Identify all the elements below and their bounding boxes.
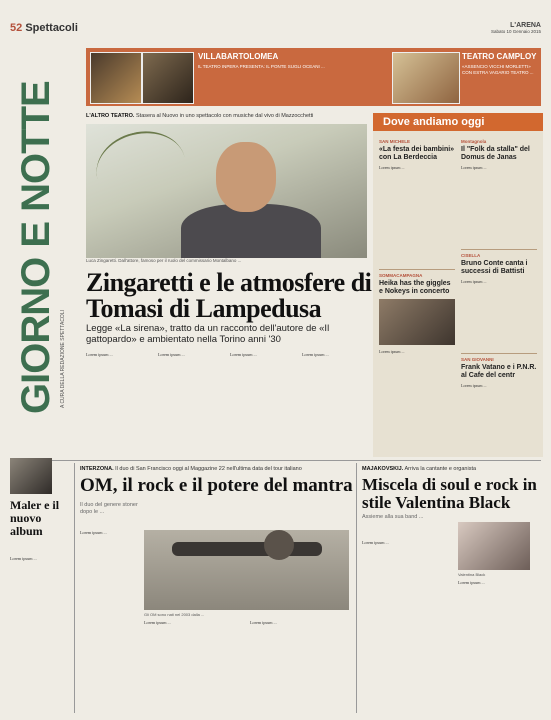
- vertical-credit: [60, 258, 68, 408]
- event-title: Bruno Conte canta i successi di Battisti: [461, 260, 528, 275]
- story2-kicker-text: Il duo di San Francisco oggi al Maggazine 22 nell'ultima data del tour italiano: [115, 466, 302, 472]
- story3-photo-caption: Valentina Black: [458, 572, 486, 577]
- photo-person-body: [181, 204, 321, 258]
- top-banner: [86, 48, 541, 106]
- event-title: Frank Vatano e i P.N.R. al Cafe del centr: [461, 364, 537, 379]
- photo-person-head: [216, 142, 276, 212]
- banner-photo-right: [392, 52, 460, 104]
- sidebar-divider: [379, 269, 455, 270]
- vertical-credit-text: A CURA DELLA REDAZIONE SPETTACOLI: [60, 310, 66, 408]
- vertical-title-a: GIORNO: [14, 257, 58, 414]
- story3-headline: Miscela di soul e rock in stile Valentina Black: [362, 475, 537, 512]
- section-vertical-title: [14, 81, 58, 414]
- banner-right-sub: «ASSENCIO VICCHI MORLETTI» CON ESTRA VAGARIO TEATRO ...: [462, 64, 534, 75]
- lead-kicker-text: Stasera al Nuovo in uno spettacolo con musiche dal vivo di Mazzocchetti: [136, 113, 314, 119]
- events-sidebar: [373, 113, 543, 457]
- vertical-title-b: E NOTTE: [14, 81, 58, 248]
- story2-body-col-3: Lorem ipsum ...: [250, 620, 277, 625]
- sidebar-header: [373, 113, 543, 131]
- sidebar-divider: [461, 249, 537, 250]
- banner-right-text: [462, 52, 540, 75]
- event-title: Heika has the giggles e Nokeys in concerto: [379, 280, 451, 295]
- story3-photo: [458, 522, 530, 570]
- banner-photo-left-1: [90, 52, 142, 104]
- sidebar-header-text: Dove andiamo oggi: [383, 116, 485, 128]
- section-divider: [10, 460, 541, 461]
- event-text: Lorem ipsum ...: [461, 383, 487, 388]
- banner-photo-left-2: [142, 52, 194, 104]
- lead-photo-caption: Luca Zingaretti. Dall'attore, famoso per il ruolo del commissario Montalbano ...: [86, 258, 242, 263]
- event-text: Lorem ipsum ...: [379, 165, 405, 170]
- lead-body-col-2: Lorem ipsum ...: [158, 352, 185, 357]
- event-text: Lorem ipsum ...: [379, 349, 405, 354]
- issue-date: Sabato 10 Gennaio 2015: [490, 29, 541, 34]
- lead-body-col-3: Lorem ipsum ...: [230, 352, 257, 357]
- event-title: Il "Folk da stalla" del Domus de Janas: [461, 146, 530, 161]
- maler-photo: [10, 458, 52, 494]
- lead-kicker-bold: L'ALTRO TEATRO.: [86, 113, 135, 119]
- photo-figure-head: [264, 530, 294, 560]
- page-number-value: 52: [10, 22, 23, 34]
- event-photo: [379, 299, 455, 345]
- column-divider: [74, 463, 75, 713]
- page-header: [0, 0, 551, 38]
- lead-headline: Zingaretti e le atmosfere di Tomasi di Lampedusa: [86, 268, 372, 323]
- story3-body-col-1: Lorem ipsum ...: [362, 540, 389, 545]
- event-label: SAN GIOVANNI: [461, 357, 494, 362]
- story2-standfirst: Il duo del genere stoner dopo le ...: [80, 502, 138, 515]
- lead-body-col-1: Lorem ipsum ...: [86, 352, 113, 357]
- story2-kicker: [80, 466, 302, 472]
- lead-kicker: [86, 113, 313, 119]
- banner-left-title: VILLABARTOLOMEA: [198, 52, 279, 61]
- story2-body-col-2: Lorem ipsum ...: [144, 620, 171, 625]
- lead-subhead: Legge «La sirena», tratto da un racconto dell'autore de «Il gattopardo» e ambientato nella Torino anni '30: [86, 323, 330, 345]
- event-label: CISELLA: [461, 253, 481, 258]
- story3-kicker-text: Arriva la cantante e organista: [404, 466, 477, 472]
- story2-kicker-bold: INTERZONA.: [80, 466, 114, 472]
- event-label: SOMMACAMPAGNA: [379, 273, 423, 278]
- story3-kicker-bold: MAJAKOVSKIJ.: [362, 466, 404, 472]
- photo-plant: [89, 124, 194, 214]
- banner-right-title: TEATRO CAMPLOY: [462, 52, 537, 61]
- story2-body-col-1: Lorem ipsum ...: [80, 530, 107, 535]
- photo-figure: [172, 542, 322, 556]
- story3-kicker: [362, 466, 476, 472]
- story3-standfirst: Assieme alla sua band ...: [362, 514, 424, 520]
- column-divider: [356, 463, 357, 713]
- banner-left-text: [198, 52, 388, 70]
- story2-headline: OM, il rock e il potere del mantra: [80, 475, 353, 496]
- maler-headline: Maler e il nuovo album: [10, 498, 60, 538]
- paper-name: L'ARENA: [510, 22, 541, 29]
- story3-body-col-2: Lorem ipsum ...: [458, 580, 485, 585]
- lead-body-col-4: Lorem ipsum ...: [302, 352, 329, 357]
- event-label: SAN MICHELE: [379, 139, 411, 144]
- event-text: Lorem ipsum ...: [461, 279, 487, 284]
- page-number: [10, 22, 78, 34]
- event-text: Lorem ipsum ...: [461, 165, 487, 170]
- banner-left-sub: IL TEATRO INPERA PRESENTA: IL PONTE SUGLI OCEANI ...: [198, 64, 325, 69]
- masthead: [491, 22, 541, 34]
- lead-photo: [86, 124, 367, 258]
- maler-text: Lorem ipsum ...: [10, 556, 37, 561]
- vertical-title-text: [14, 81, 59, 414]
- event-title: «La festa dei bambini» con La Berdeccia: [379, 146, 455, 161]
- story2-photo: [144, 530, 349, 610]
- section-name: Spettacoli: [25, 22, 78, 34]
- sidebar-divider: [461, 353, 537, 354]
- event-label: Montagnola: [461, 139, 487, 144]
- story2-photo-caption: Gli OM sono nati nel 2003 dalla ...: [144, 612, 205, 617]
